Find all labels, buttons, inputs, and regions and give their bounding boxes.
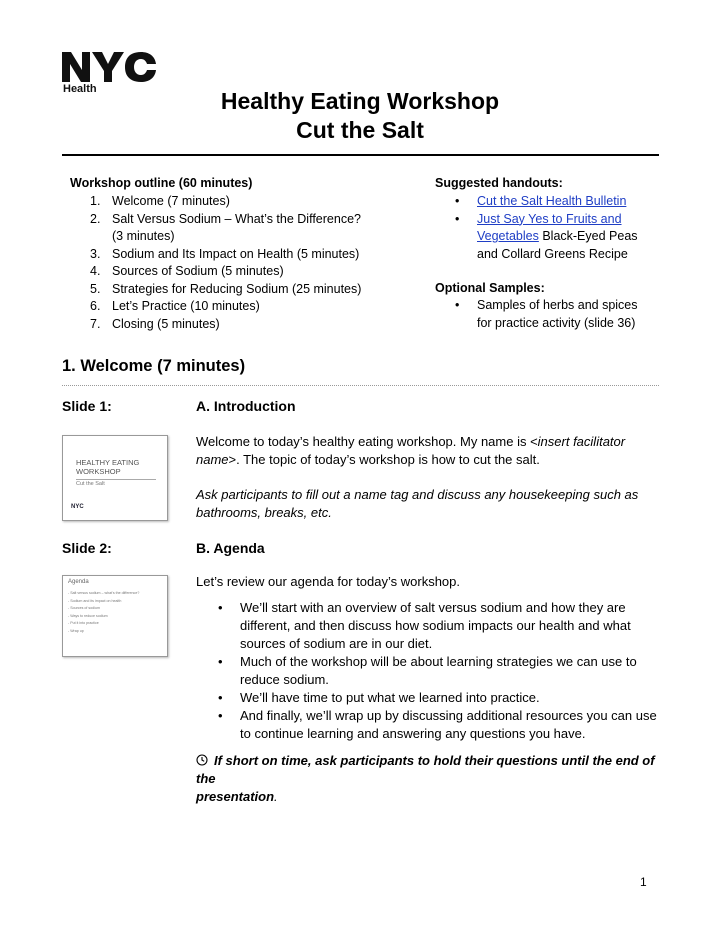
agenda-bullet: • And finally, we’ll wrap up by discussing additional resources you can use to continue learning and answering any questions you have. (218, 708, 657, 741)
handouts-heading: Suggested handouts: (435, 176, 563, 190)
page-number: 1 (640, 875, 647, 889)
bullet: • (455, 194, 460, 208)
slide2-intro-text: Let’s review our agenda for today’s workshop. (196, 574, 461, 589)
outline-item: 4. Sources of Sodium (5 minutes) (90, 264, 284, 278)
cut-the-salt-bulletin-link[interactable]: Cut the Salt Health Bulletin (477, 194, 627, 208)
outline-item: (3 minutes) (112, 229, 175, 243)
slide2-thumb-list: - Salt versus sodium – what's the difference? - Sodium and its impact on health - Sources of sodium - Ways to reduce sodium - Put it into practice - Wrap up (68, 591, 140, 633)
outline-heading: Workshop outline (60 minutes) (70, 176, 253, 190)
slide2-thumbnail: Agenda - Salt versus sodium – what's the difference? - Sodium and its impact on health - Sources of sodium - Ways to reduce sodium - Put it into practice - Wrap up (62, 575, 168, 657)
nyc-logo-mark (62, 50, 158, 84)
logo-health-text: Health (63, 83, 97, 95)
title-divider (62, 154, 659, 156)
slide1-thumbnail: HEALTHY EATING WORKSHOP Cut the Salt NYC (62, 435, 168, 521)
handouts-list (455, 193, 660, 263)
agenda-bullet: • We’ll start with an overview of salt versus sodium and how they are different, and then discuss how sodium impacts our health and what sources of sodium are in our diet. (218, 600, 631, 651)
slide1-label: Slide 1: (62, 398, 112, 414)
outline-item: 7. Closing (5 minutes) (90, 316, 220, 331)
handout-item (455, 193, 660, 211)
slide2-bullets (218, 599, 666, 743)
handout-item: • Just Say Yes to Fruits and Vegetables Black-Eyed Peas and Collard Greens Recipe (455, 211, 660, 264)
section-welcome-heading: 1. Welcome (7 minutes) (62, 357, 246, 375)
bullet: • (455, 298, 460, 312)
agenda-bullet: • Much of the workshop will be about learning strategies we can use to reduce sodium. (218, 654, 637, 687)
slide1-facilitator-note: Ask participants to fill out a name tag and discuss any housekeeping such as bathrooms, breaks, etc. (196, 487, 639, 520)
clock-icon (196, 754, 208, 766)
slide1-intro-text: Welcome to today’s healthy eating workshop. My name is <insert facilitator name>. The topic of today’s workshop is how to cut the salt. (196, 434, 626, 467)
outline-item: 1. Welcome (7 minutes) (90, 194, 230, 208)
slide2-heading: B. Agenda (196, 540, 265, 556)
slide2-label: Slide 2: (62, 540, 112, 556)
agenda-bullet: • We’ll have time to put what we learned into practice. (218, 690, 540, 705)
slide2-time-tip: If short on time, ask participants to hold their questions until the end of the presentation. (196, 753, 655, 804)
fruits-vegetables-link-cont[interactable]: Vegetables (477, 229, 539, 243)
section-divider (62, 385, 659, 386)
outline-item: 5. Strategies for Reducing Sodium (25 minutes) (90, 281, 362, 296)
optional-samples-list (455, 297, 660, 332)
fruits-vegetables-link[interactable]: Just Say Yes to Fruits and (477, 211, 622, 226)
page-title: Healthy Eating Workshop (220, 88, 500, 114)
outline-item: 6. Let’s Practice (10 minutes) (90, 299, 260, 313)
outline-item: 3. Sodium and Its Impact on Health (5 minutes) (90, 246, 360, 261)
outline-item: 2. Salt Versus Sodium – What’s the Difference? (90, 211, 361, 226)
slide1-heading: A. Introduction (196, 398, 296, 414)
outline-list (90, 193, 390, 333)
optional-item: • Samples of herbs and spices for practice activity (slide 36) (455, 297, 660, 332)
thumb-nyc-logo: NYC (71, 504, 84, 510)
page-subtitle: Cut the Salt (296, 117, 424, 143)
bullet: • (455, 211, 460, 226)
optional-samples-heading: Optional Samples: (435, 281, 545, 295)
